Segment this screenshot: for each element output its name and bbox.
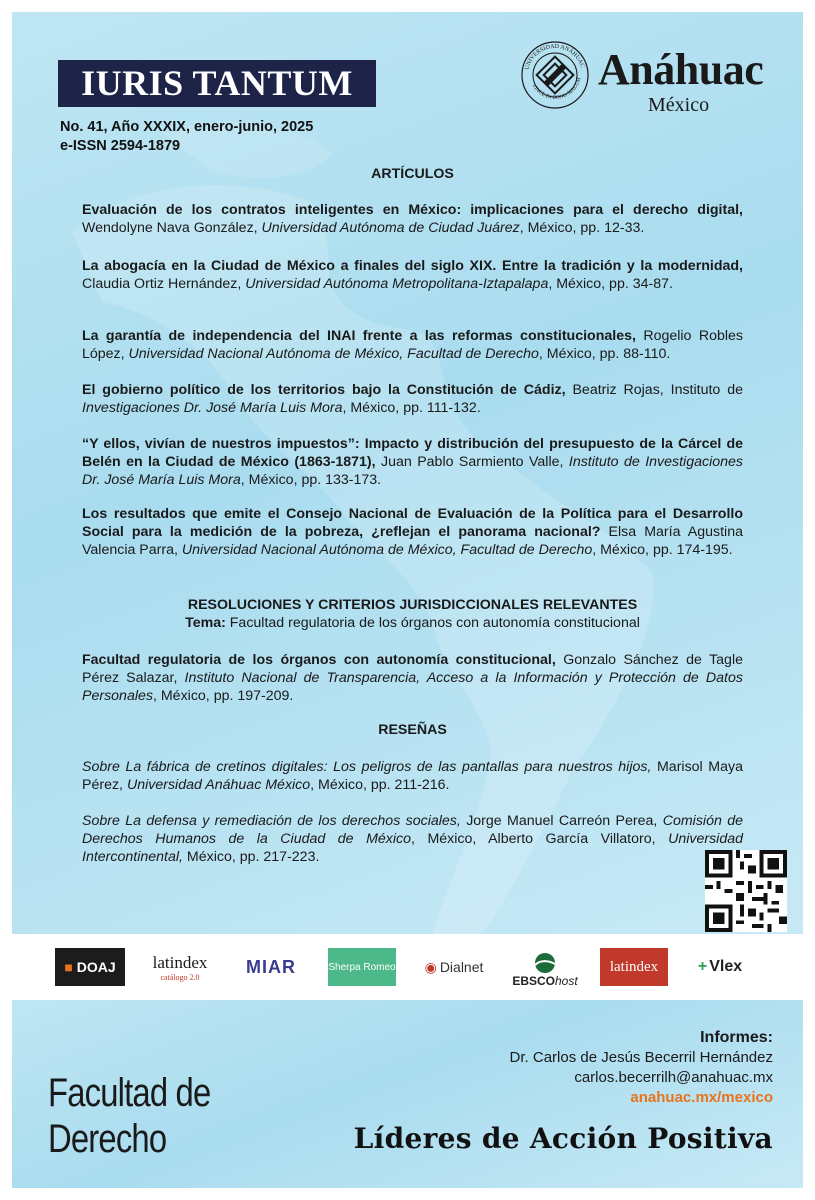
resena-pages: México, pp. 217-223. [182,849,320,865]
doaj-label: DOAJ [76,959,116,975]
ebsco-logo[interactable] [505,948,585,992]
tema-text: Facultad regulatoria de los órganos con autonomía constitucional [225,615,640,631]
article-pages: , México, pp. 111-132. [342,400,481,416]
latindex-logo[interactable] [600,948,668,986]
resena-author: Jorge Manuel Carreón Perea, [460,813,663,829]
contact-name: Dr. Carlos de Jesús Becerril Hernández [509,1049,773,1066]
issue-line: No. 41, Año XXXIX, enero-junio, 2025 [60,119,314,135]
faculty-name [48,1070,210,1162]
article-pages: , México, pp. 34-87. [548,276,673,292]
vlex-logo[interactable]: + Vlex [697,958,743,975]
brand-sub: México [648,94,710,116]
resena-1 [82,758,743,794]
sherpa-label: Sherpa Romeo [328,961,396,973]
article-institution: Investigaciones Dr. José María Luis Mora [82,400,343,416]
informes-label: Informes: [700,1029,773,1046]
resena-institution-2: Universidad Intercontinental, [82,831,744,865]
article-4 [82,381,743,417]
resena-title: Sobre La fábrica de cretinos digitales: Los peligros de las pantallas para nuestros hijos, [82,759,652,775]
article-5 [82,435,743,489]
faculty-line-1: Facultad de [48,1071,211,1115]
article-institution: Universidad Autónoma de Ciudad Juárez [261,220,520,236]
doaj-logo[interactable]: ■ DOAJ [55,948,125,986]
dialnet-label: Dialnet [439,959,484,975]
article-title: La abogacía en la Ciudad de México a finales del siglo XIX. Entre la tradición y la modernidad, [82,258,743,274]
slogan: Líderes de Acción Positiva [353,1122,773,1155]
article-institution: Universidad Autónoma Metropolitana-Iztapalapa [245,276,549,292]
articles-heading: ARTÍCULOS [371,166,454,182]
resolucion-item [82,651,743,705]
article-title: Los resultados que emite el Consejo Nacional de Evaluación de la Política para el Desarrollo Social para la medición de la pobreza, ¿reflejan el panorama nacional? [82,506,743,540]
svg-text:VINCE IN BONO MALUM [530,77,582,101]
article-1 [82,201,743,237]
seal-text-top: UNIVERSIDAD ANÁHUAC [524,43,585,71]
resena-pages: , México, pp. 211-216. [310,777,450,793]
resena-title: Sobre La defensa y remediación de los derechos sociales, [82,813,461,829]
article-institution: Universidad Nacional Autónoma de México, Facultad de Derecho [181,542,593,558]
faculty-line-2: Derecho [48,1117,167,1161]
resoluciones-heading: RESOLUCIONES Y CRITERIOS JURISDICCIONALES RELEVANTES [187,597,638,613]
resena-2 [82,812,743,866]
ebsco-globe-icon [534,952,556,974]
brand-name: Anáhuac [598,45,764,94]
website-link[interactable]: anahuac.mx/mexico [630,1089,773,1106]
qr-code[interactable] [705,850,787,932]
article-pages: , México, pp. 174-195. [592,542,733,558]
resena-author: Marisol Maya Pérez, [82,759,743,793]
miar-logo[interactable] [235,948,307,986]
vlex-label: Vlex [709,958,743,975]
latindex-label: latindex [609,958,659,975]
article-title: Evaluación de los contratos inteligentes en México: implicaciones para el derecho digital, [82,202,743,218]
seal-text-bottom: VINCE IN BONO MALUM [530,76,583,101]
resolucion-pages: , México, pp. 197-209. [152,688,294,704]
anahuac-logo [520,40,785,125]
resena-institution: Universidad Anáhuac México [126,777,311,793]
tema-line [82,615,743,631]
article-6 [82,505,743,559]
article-author: Beatriz Rojas, Instituto de [565,382,743,398]
latindex-catalogo-logo[interactable] [145,948,215,986]
article-2 [82,257,743,293]
sherpa-romeo-logo[interactable] [328,948,396,986]
resolucion-institution: Instituto Nacional de Transparencia, Acceso a la Información y Protección de Datos Personales [82,670,743,704]
article-pages: , México, pp. 133-173. [240,472,382,488]
article-author: Elsa María Agustina Valencia Parra, [82,524,743,558]
issn-line: e-ISSN 2594-1879 [60,138,181,154]
article-title: La garantía de independencia del INAI frente a las reformas constitucionales, [82,328,636,344]
article-author: Juan Pablo Sarmiento Valle, [375,454,569,470]
resolucion-title: Facultad regulatoria de los órganos con autonomía constitucional, [82,652,556,668]
resolucion-author: Gonzalo Sánchez de Tagle Pérez Salazar, [82,652,743,686]
tema-label: Tema: [185,615,226,631]
ebsco-label: EBSCO [512,974,555,988]
article-institution: Instituto de Investigaciones Dr. José María Luis Mora [82,454,743,488]
article-pages: , México, pp. 88-110. [538,346,671,362]
latindex-cat-sub: catálogo 2.0 [160,972,200,982]
miar-label: MIAR [246,956,296,977]
resena-institution: Comisión de Derechos Humanos de la Ciudad de México [82,813,743,847]
article-3 [82,327,743,363]
article-pages: , México, pp. 12-33. [519,220,645,236]
article-author: Claudia Ortiz Hernández, [82,276,246,292]
resena-mid: , México, Alberto García Villatoro, [411,831,669,847]
latindex-cat-label: latindex [152,952,208,972]
article-author: Wendolyne Nava González, [82,220,262,236]
article-title: El gobierno político de los territorios bajo la Constitución de Cádiz, [82,382,566,398]
contact-info [510,1028,773,1108]
article-title: “Y ellos, vivían de nuestros impuestos”: Impacto y distribución del presupuesto de la Cárcel de Belén en la Ciudad de México (1863-1871), [82,436,743,470]
dialnet-logo[interactable]: ◉ Dialnet [424,958,484,975]
resenas-heading: RESEÑAS [378,722,447,738]
article-institution: Universidad Nacional Autónoma de México, Facultad de Derecho [128,346,539,362]
university-seal-icon [520,40,590,110]
contact-email[interactable]: carlos.becerrilh@anahuac.mx [574,1069,773,1086]
article-author: Rogelio Robles López, [82,328,743,362]
journal-title: IURIS TANTUM [58,60,376,107]
ebsco-host-label: host [555,974,578,988]
issue-info [60,118,313,156]
